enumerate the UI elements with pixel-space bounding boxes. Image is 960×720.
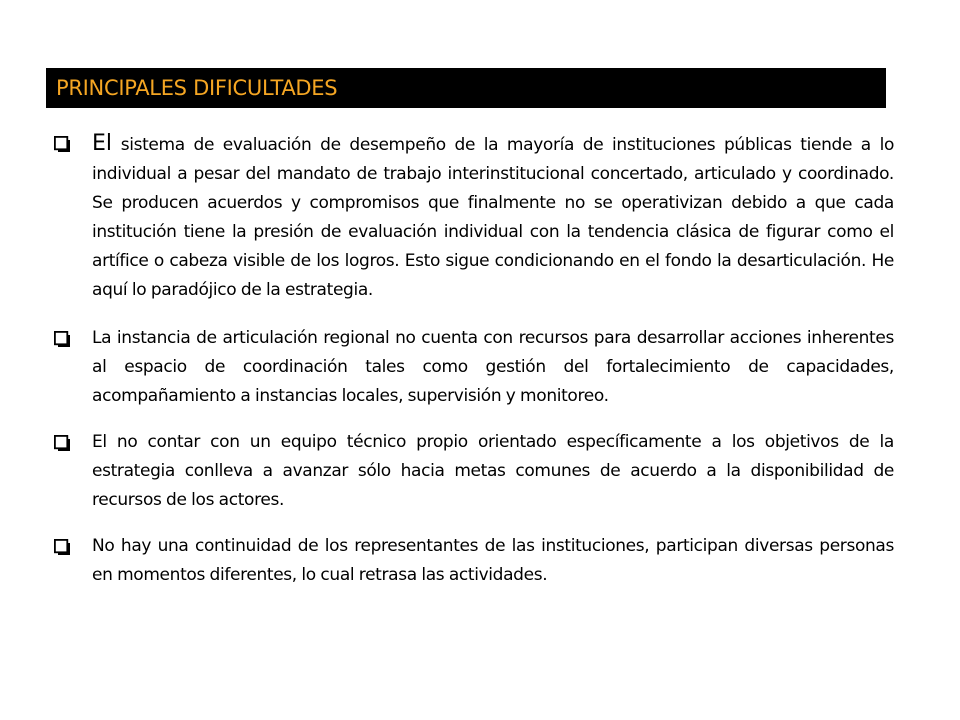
list-item (52, 129, 894, 305)
hollow-square-box-icon (54, 539, 71, 556)
difficulties-list (52, 129, 894, 607)
section-title: PRINCIPALES DIFICULTADES (56, 76, 338, 100)
list-item-text: La instancia de articulación regional no cuenta con recursos para desarrollar acciones inherentes al espacio de coordinación tales como gestión del fortalecimiento de capacidades, acompañamiento a instancias locales, supervisión y monitoreo. (92, 328, 894, 406)
list-item-text: No hay una continuidad de los representantes de las instituciones, participan diversas personas en momentos diferentes, lo cual retrasa las actividades. (92, 536, 894, 585)
list-item (52, 532, 894, 590)
section-header-bar (46, 68, 886, 108)
list-item-text: El no contar con un equipo técnico propio orientado específicamente a los objetivos de la estrategia conlleva a avanzar sólo hacia metas comunes de acuerdo a la disponibilidad de recursos de los actores. (92, 432, 894, 510)
list-item-text: sistema de evaluación de desempeño de la mayoría de instituciones públicas tiende a lo individual a pesar del mandato de trabajo interinstitucional concertado, articulado y coordinado. Se producen acuerdos y compromisos que finalmente no se operativizan debido a que cada institución tiene la presión de evaluación individual con la tendencia clásica de figurar como el artífice o cabeza visible de los logros. Esto sigue condicionando en el fondo la desarticulación. He aquí lo paradójico de la estrategia. (92, 135, 894, 300)
list-item (52, 428, 894, 515)
list-item-lead-word: El (92, 131, 113, 156)
list-item (52, 324, 894, 411)
hollow-square-box-icon (54, 435, 71, 452)
hollow-square-box-icon (54, 331, 71, 348)
hollow-square-box-icon (54, 136, 71, 153)
